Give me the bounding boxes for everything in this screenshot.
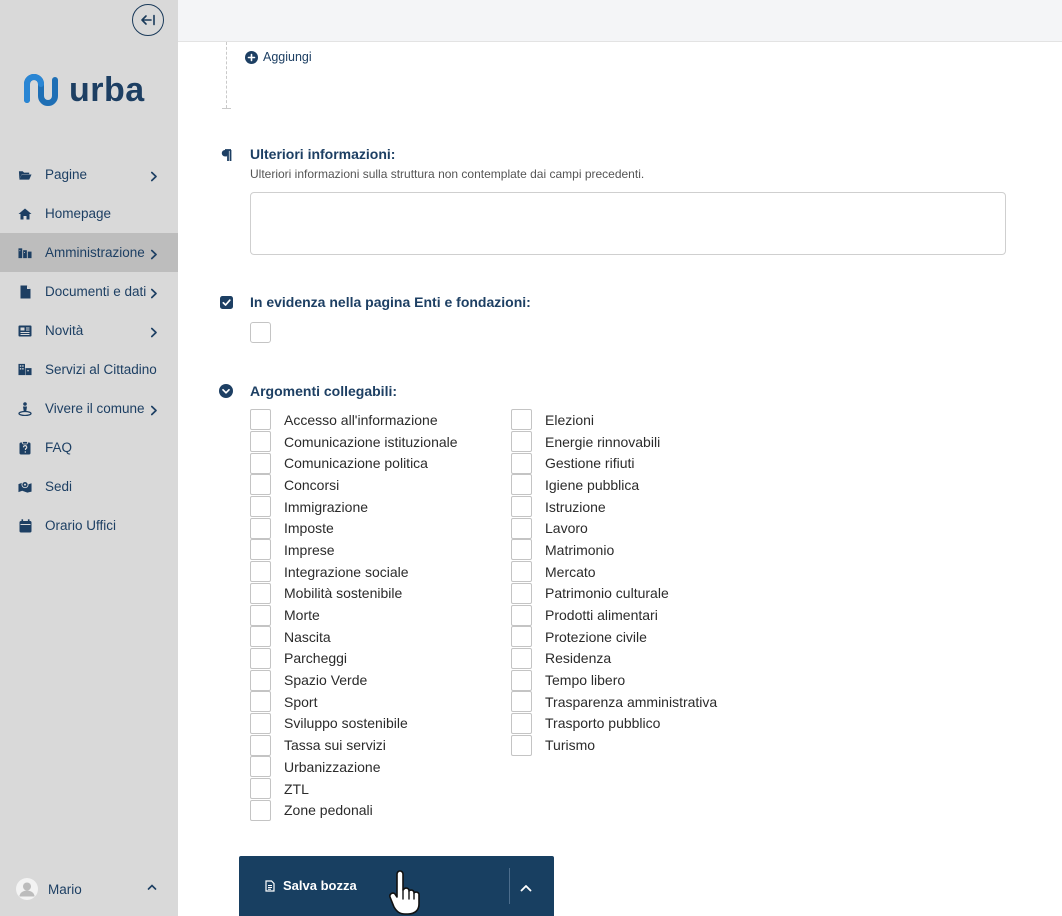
urba-logo-mark-icon	[21, 70, 61, 110]
argomento-option[interactable]	[250, 778, 458, 800]
argomento-label: Trasparenza amministrativa	[545, 693, 718, 710]
argomento-option[interactable]	[511, 604, 717, 626]
argomenti-list-right	[511, 409, 717, 756]
paragraph-icon	[219, 148, 233, 162]
argomento-checkbox[interactable]	[250, 496, 271, 517]
argomento-option[interactable]	[511, 452, 717, 474]
sidebar-item-amministrazione[interactable]	[0, 233, 178, 272]
argomento-label: Lavoro	[545, 520, 588, 537]
argomento-checkbox[interactable]	[250, 691, 271, 712]
clipboard-question-icon	[18, 441, 32, 455]
argomento-label: Urbanizzazione	[284, 758, 381, 775]
argomento-checkbox[interactable]	[511, 539, 532, 560]
argomento-option[interactable]	[250, 648, 458, 670]
argomento-label: Imposte	[284, 520, 334, 537]
sidebar-item-faq[interactable]	[0, 428, 178, 467]
argomento-checkbox[interactable]	[250, 605, 271, 626]
argomento-option[interactable]	[250, 756, 458, 778]
folder-open-icon	[18, 168, 32, 182]
sidebar-item-label: Orario Uffici	[45, 518, 117, 533]
user-name: Mario	[48, 881, 82, 897]
argomento-checkbox[interactable]	[511, 605, 532, 626]
argomento-label: Concorsi	[284, 476, 340, 493]
logo-text: urba	[69, 71, 145, 109]
argomento-label: Igiene pubblica	[545, 476, 640, 493]
argomenti-list-left	[250, 409, 458, 821]
argomento-label: Energie rinnovabili	[545, 433, 661, 450]
argomento-checkbox[interactable]	[250, 539, 271, 560]
sidebar-item-label: FAQ	[45, 440, 73, 455]
argomento-option[interactable]	[250, 452, 458, 474]
repeater-guide-foot	[222, 108, 231, 109]
sidebar-item-label: Vivere il comune	[45, 401, 145, 416]
file-icon	[18, 285, 32, 299]
more-actions-toggle[interactable]	[520, 880, 532, 898]
argomento-checkbox[interactable]	[511, 561, 532, 582]
argomento-option[interactable]	[511, 496, 717, 518]
argomento-checkbox[interactable]	[511, 670, 532, 691]
argomento-option[interactable]	[511, 734, 717, 756]
argomento-checkbox[interactable]	[511, 583, 532, 604]
add-item-link[interactable]	[245, 50, 312, 64]
map-location-icon	[18, 480, 32, 494]
hand-cursor-icon	[387, 870, 425, 916]
argomento-checkbox[interactable]	[511, 453, 532, 474]
argomento-checkbox[interactable]	[511, 518, 532, 539]
argomento-checkbox[interactable]	[511, 648, 532, 669]
argomento-option[interactable]	[250, 713, 458, 735]
chevron-right-icon	[150, 169, 160, 179]
argomento-option[interactable]	[250, 496, 458, 518]
chevron-right-icon	[150, 286, 160, 296]
argomento-label: Comunicazione istituzionale	[284, 433, 458, 450]
sidebar-item-vivere-il-comune[interactable]	[0, 389, 178, 428]
argomento-option[interactable]	[250, 691, 458, 713]
argomento-label: Sviluppo sostenibile	[284, 715, 408, 732]
chevron-right-icon	[150, 325, 160, 335]
argomento-option[interactable]	[511, 561, 717, 583]
sidebar-item-label: Novità	[45, 323, 84, 338]
argomento-label: Trasporto pubblico	[545, 715, 661, 732]
chevron-right-icon	[150, 403, 160, 413]
city-services-icon	[18, 363, 32, 377]
argomento-checkbox[interactable]	[511, 735, 532, 756]
argomento-option[interactable]	[511, 626, 717, 648]
circle-chevron-down-icon	[219, 384, 233, 398]
argomento-checkbox[interactable]	[250, 474, 271, 495]
collapse-sidebar-button[interactable]	[132, 4, 164, 36]
argomento-option[interactable]	[250, 799, 458, 821]
person-location-icon	[18, 402, 32, 416]
collapse-left-icon	[140, 14, 156, 26]
urba-logo[interactable]	[21, 70, 145, 110]
ulteriori-informazioni-textarea[interactable]	[250, 192, 1006, 255]
save-draft-label: Salva bozza	[283, 878, 357, 893]
argomento-label: ZTL	[284, 780, 309, 797]
argomento-checkbox[interactable]	[250, 778, 271, 799]
sidebar-item-label: Homepage	[45, 206, 112, 221]
argomento-label: Parcheggi	[284, 650, 348, 667]
argomento-checkbox[interactable]	[511, 713, 532, 734]
argomento-label: Matrimonio	[545, 541, 615, 558]
avatar-icon	[16, 878, 38, 900]
argomento-label: Tempo libero	[545, 672, 626, 689]
sidebar-item-documenti-e-dati[interactable]	[0, 272, 178, 311]
argomento-label: Sport	[284, 693, 318, 710]
argomento-label: Elezioni	[545, 411, 595, 428]
argomento-option[interactable]	[250, 583, 458, 605]
chevron-up-icon	[520, 883, 532, 893]
argomento-option[interactable]	[511, 713, 717, 735]
in-evidenza-checkbox[interactable]	[250, 322, 271, 343]
add-item-label: Aggiungi	[263, 50, 312, 64]
argomento-checkbox[interactable]	[250, 756, 271, 777]
argomento-checkbox[interactable]	[250, 431, 271, 452]
sidebar-item-label: Servizi al Cittadino	[45, 362, 157, 377]
argomento-checkbox[interactable]	[250, 453, 271, 474]
sidebar-item-orario-uffici[interactable]	[0, 506, 178, 545]
argomento-option[interactable]	[511, 583, 717, 605]
sidebar-item-homepage[interactable]	[0, 194, 178, 233]
newspaper-icon	[18, 324, 32, 338]
ulteriori-informazioni-description: Ulteriori informazioni sulla struttura non contemplate dai campi precedenti.	[250, 167, 645, 181]
plus-circle-icon	[245, 51, 258, 64]
sidebar-item-sedi[interactable]	[0, 467, 178, 506]
sidebar-item-pagine[interactable]	[0, 155, 178, 194]
argomento-label: Integrazione sociale	[284, 563, 409, 580]
sidebar-item-novit[interactable]	[0, 311, 178, 350]
argomento-checkbox[interactable]	[250, 670, 271, 691]
argomento-checkbox[interactable]	[250, 561, 271, 582]
argomento-option[interactable]	[511, 409, 717, 431]
argomento-label: Protezione civile	[545, 628, 647, 645]
argomento-option[interactable]	[511, 517, 717, 539]
argomento-label: Accesso all'informazione	[284, 411, 438, 428]
argomento-option[interactable]	[250, 409, 458, 431]
home-icon	[18, 207, 32, 221]
argomento-label: Istruzione	[545, 498, 606, 515]
argomento-checkbox[interactable]	[250, 626, 271, 647]
argomento-label: Immigrazione	[284, 498, 369, 515]
argomento-option[interactable]	[511, 648, 717, 670]
argomento-option[interactable]	[511, 669, 717, 691]
form-area	[178, 42, 1062, 916]
user-menu[interactable]	[16, 878, 166, 900]
argomento-checkbox[interactable]	[250, 409, 271, 430]
sidebar-item-label: Amministrazione	[45, 245, 145, 260]
argomento-checkbox[interactable]	[511, 431, 532, 452]
argomento-label: Prodotti alimentari	[545, 607, 658, 624]
argomento-option[interactable]	[250, 474, 458, 496]
argomento-label: Spazio Verde	[284, 672, 368, 689]
argomento-checkbox[interactable]	[511, 409, 532, 430]
argomento-label: Morte	[284, 607, 320, 624]
sidebar-item-servizi-al-cittadino[interactable]	[0, 350, 178, 389]
argomento-option[interactable]	[250, 734, 458, 756]
sidebar-item-label: Pagine	[45, 167, 88, 182]
argomento-checkbox[interactable]	[511, 691, 532, 712]
argomento-label: Zone pedonali	[284, 802, 373, 819]
ulteriori-informazioni-title: Ulteriori informazioni:	[250, 146, 396, 162]
argomento-option[interactable]	[511, 431, 717, 453]
file-text-icon	[265, 880, 275, 892]
argomento-option[interactable]	[250, 561, 458, 583]
sidebar	[0, 0, 178, 916]
argomento-checkbox[interactable]	[250, 648, 271, 669]
building-columns-icon	[18, 246, 32, 260]
argomento-label: Mobilità sostenibile	[284, 585, 403, 602]
chevron-up-icon	[147, 883, 157, 891]
argomento-option[interactable]	[250, 604, 458, 626]
argomento-checkbox[interactable]	[250, 518, 271, 539]
argomento-checkbox[interactable]	[250, 713, 271, 734]
argomento-label: Turismo	[545, 737, 596, 754]
argomento-option[interactable]	[511, 474, 717, 496]
argomento-option[interactable]	[250, 431, 458, 453]
repeater-guide-line	[226, 42, 227, 108]
argomento-checkbox[interactable]	[250, 583, 271, 604]
argomento-label: Patrimonio culturale	[545, 585, 669, 602]
sidebar-item-label: Documenti e dati	[45, 284, 147, 299]
argomento-option[interactable]	[250, 626, 458, 648]
square-check-icon	[219, 295, 233, 309]
sidebar-nav	[0, 155, 178, 545]
argomento-label: Mercato	[545, 563, 596, 580]
argomento-checkbox[interactable]	[250, 800, 271, 821]
argomento-option[interactable]	[250, 517, 458, 539]
calendar-icon	[18, 519, 32, 533]
argomento-checkbox[interactable]	[511, 496, 532, 517]
save-bar-divider	[509, 868, 510, 904]
argomento-option[interactable]	[511, 539, 717, 561]
sidebar-item-label: Sedi	[45, 479, 73, 494]
argomento-checkbox[interactable]	[511, 626, 532, 647]
argomento-option[interactable]	[250, 539, 458, 561]
argomento-option[interactable]	[511, 691, 717, 713]
top-bar	[178, 0, 1062, 42]
argomento-option[interactable]	[250, 669, 458, 691]
argomento-checkbox[interactable]	[511, 474, 532, 495]
argomento-label: Imprese	[284, 541, 335, 558]
chevron-right-icon	[150, 247, 160, 257]
in-evidenza-title: In evidenza nella pagina Enti e fondazioni:	[250, 294, 531, 310]
argomento-checkbox[interactable]	[250, 735, 271, 756]
argomento-label: Residenza	[545, 650, 612, 667]
argomento-label: Nascita	[284, 628, 331, 645]
argomento-label: Tassa sui servizi	[284, 737, 386, 754]
save-draft-button[interactable]	[265, 878, 357, 893]
argomento-label: Comunicazione politica	[284, 455, 428, 472]
argomenti-collegabili-title: Argomenti collegabili:	[250, 383, 398, 399]
argomento-label: Gestione rifiuti	[545, 455, 635, 472]
